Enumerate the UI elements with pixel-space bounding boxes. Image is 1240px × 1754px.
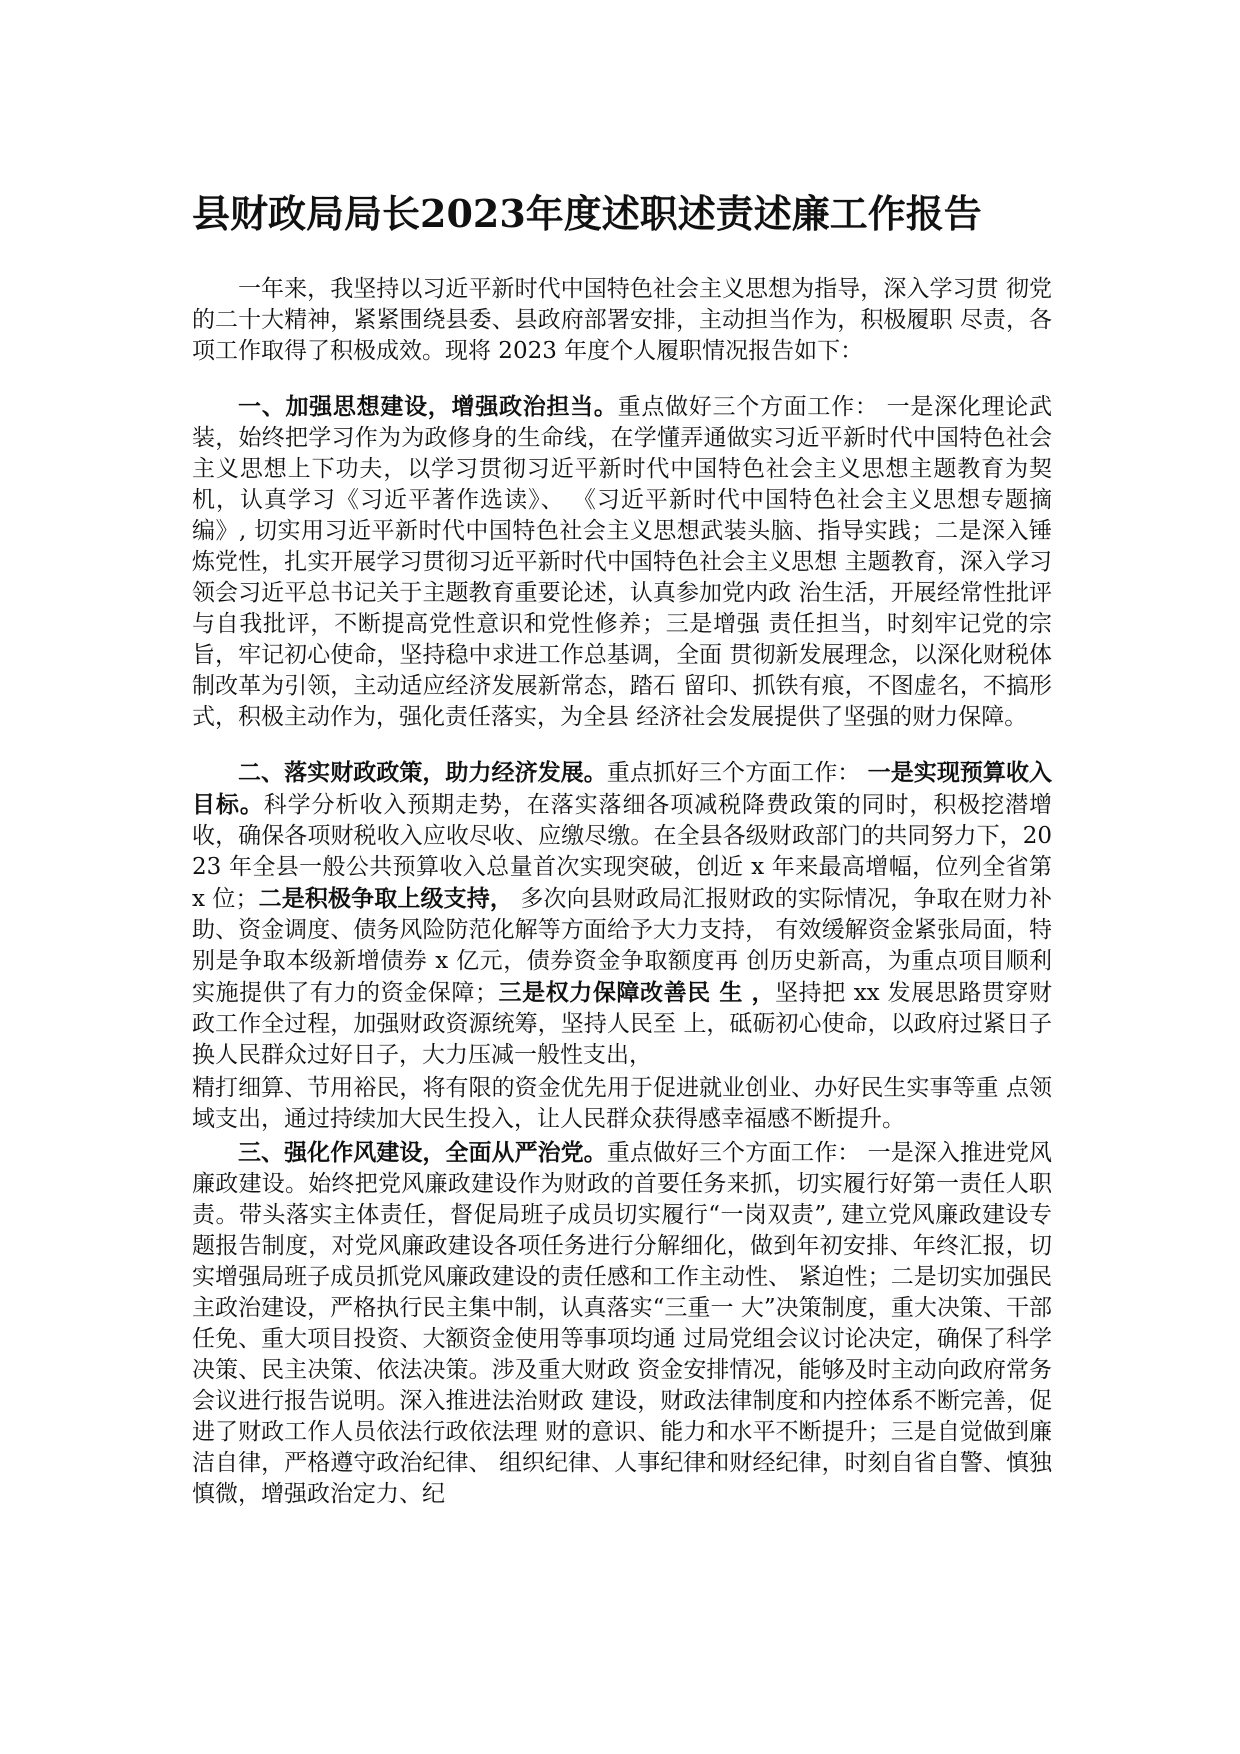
section-2-paragraph	[192, 757, 1052, 1071]
document-title: 县财政局局长2023年度述职述责述廉工作报告	[192, 191, 982, 236]
intro-paragraph: 一年来，我坚持以习近平新时代中国特色社会主义思想为指导，深入学习贯 彻党的二十大精神，紧紧围绕县委、县政府部署安排，主动担当作为，积极履职 尽责，各项工作取得了积极成效。现将 2023 年度个人履职情况报告如下：	[192, 275, 1052, 364]
section-1-paragraph	[192, 391, 1052, 733]
section-1-body: 重点做好三个方面工作： 一是深化理论武装，始终把学习作为为政修身的生命线，在学懂弄通做实习近平新时代中国特色社会主义思想上下功夫，以学习贯彻习近平新时代中国特色社会主义思想主题教育为契机，认真学习《习近平著作选读》、 《习近平新时代中国特色社会主义思想专题摘编》, 切实用习近平新时代中国特色社会主义思想武装头脑、指导实践；二是深入锤炼党性，扎实开展学习贯彻习近平新时代中国特色社会主义思想 主题教育，深入学习领会习近平总书记关于主题教育重要论述，认真参加党内政 治生活，开展经常性批评与自我批评，不断提高党性意识和党性修养；三是增强 责任担当，时刻牢记党的宗旨，牢记初心使命，坚持稳中求进工作总基调，全面 贯彻新发展理念，以深化财税体制改革为引领，主动适应经济发展新常态，踏石 留印、抓铁有痕，不图虚名，不搞形式，积极主动作为，强化责任落实，为全县 经济社会发展提供了坚强的财力保障。	[192, 393, 1053, 730]
section-2-point-3-body: 坚持把 xx 发展思路贯穿财政工作全过程，加强财政资源统筹，坚持人民至 上，砥砺初心使命，以政府过紧日子换人民群众过好日子，大力压减一般性支出，	[192, 979, 1053, 1068]
section-2-point-1-body: 科学分析收入预期走势，在落实落细各项减税降费政策的同时，积极挖潜增收，确保各项财税收入应收尽收、应缴尽缴。在全县各级财政部门的共同努力下，2023 年全县一般公共预算收入总量首次实现突破，创近 x 年来最高增幅，位列全省第 x 位；	[192, 791, 1053, 912]
section-2-point-3-heading: 三是权力保障改善民 生 ，	[497, 978, 776, 1006]
section-2-lead: 重点抓好三个方面工作：	[606, 759, 868, 786]
section-2-heading: 二、落实财政政策，助力经济发展。	[238, 758, 607, 786]
section-3-heading: 三、强化作风建设，全面从严治党。	[238, 1138, 607, 1166]
section-2-point-1-heading: 一是实现预算收入目标。	[192, 758, 1053, 818]
section-2-point-2-heading: 二是积极争取上级支持，	[258, 884, 513, 912]
section-2-continuation: 精打细算、节用裕民，将有限的资金优先用于促进就业创业、办好民生实事等重 点领域支出，通过持续加大民生投入，让人民群众获得感幸福感不断提升。	[192, 1074, 1052, 1132]
section-3-paragraph	[192, 1137, 1052, 1510]
section-2-point-2-body: 多次向县财政局汇报财政的实际情况，争取在财力补助、资金调度、债务风险防范化解等方面给予大力支持， 有效缓解资金紧张局面，特别是争取本级新增债券 x 亿元，债券资金争取额度再 创历史新高，为重点项目顺利实施提供了有力的资金保障；	[192, 885, 1053, 1006]
section-1-heading: 一、加强思想建设，增强政治担当。	[238, 392, 618, 420]
document-page	[192, 170, 1052, 1510]
section-3-body: 重点做好三个方面工作： 一是深入推进党风廉政建设。始终把党风廉政建设作为财政的首要任务来抓，切实履行好第一责任人职责。带头落实主体责任，督促局班子成员切实履行“一岗双责”, 建立党风廉政建设专题报告制度，对党风廉政建设各项任务进行分解细化，做到年初安排、年终汇报，切实增强局班子成员抓党风廉政建设的责任感和工作主动性、 紧迫性；二是切实加强民主政治建设，严格执行民主集中制，认真落实“三重一 大”决策制度，重大决策、干部任免、重大项目投资、大额资金使用等事项均通 过局党组会议讨论决定，确保了科学决策、民主决策、依法决策。涉及重大财政 资金安排情况，能够及时主动向政府常务会议进行报告说明。深入推进法治财政 建设，财政法律制度和内控体系不断完善，促进了财政工作人员依法行政依法理 财的意识、能力和水平不断提升；三是自觉做到廉洁自律，严格遵守政治纪律、 组织纪律、人事纪律和财经纪律，时刻自省自警、慎独慎微，增强政治定力、纪	[192, 1139, 1053, 1507]
